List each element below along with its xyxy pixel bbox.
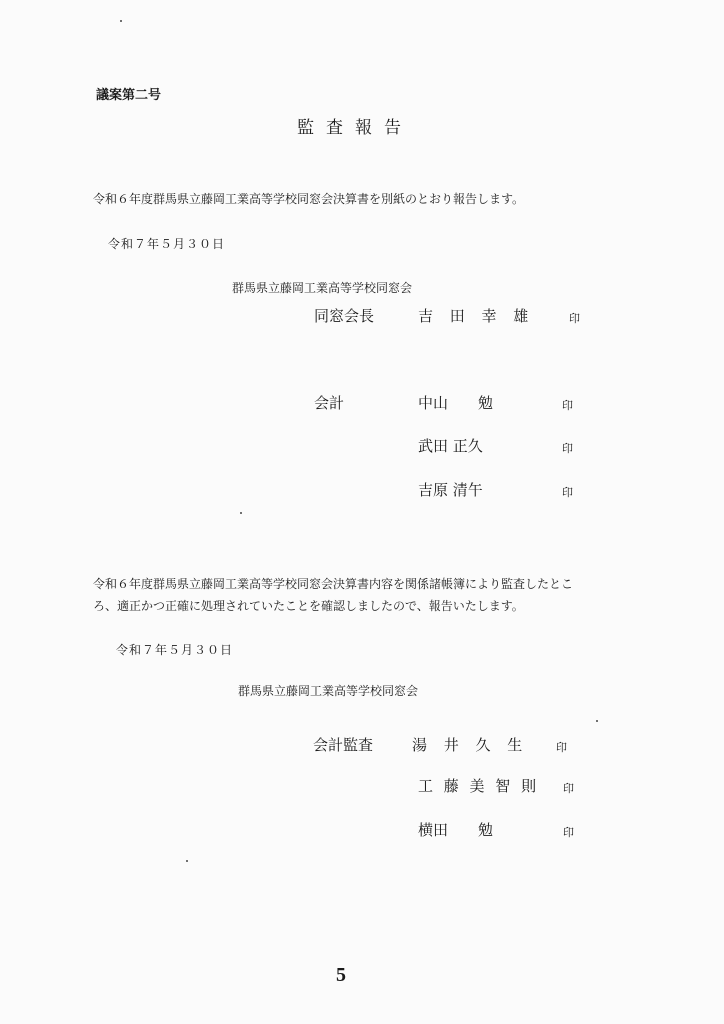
accounting-role: 会計	[314, 394, 345, 412]
page-title: 監査報告	[297, 118, 413, 138]
president-seal: 印	[569, 312, 580, 325]
report-organization: 群馬県立藤岡工業高等学校同窓会	[232, 281, 413, 295]
report-date: 令和７年５月３０日	[108, 237, 226, 251]
auditor-role: 会計監査	[313, 736, 374, 754]
audit-organization: 群馬県立藤岡工業高等学校同窓会	[238, 684, 419, 698]
scan-speck	[596, 720, 598, 722]
auditor-name: 横田 勉	[418, 821, 494, 839]
audit-statement-line: 令和６年度群馬県立藤岡工業高等学校同窓会決算書内容を関係諸帳簿により監査したとこ	[93, 577, 574, 591]
auditor-name: 工 藤 美 智 則	[418, 777, 540, 795]
president-name: 吉 田 幸 雄	[418, 307, 535, 325]
agenda-number: 議案第二号	[96, 88, 162, 103]
accountant-seal: 印	[562, 486, 573, 499]
audit-statement-line: ろ、適正かつ正確に処理されていたことを確認しましたので、報告いたします。	[93, 599, 524, 613]
auditor-name: 湯 井 久 生	[412, 736, 529, 754]
accountant-seal: 印	[562, 442, 573, 455]
president-role: 同窓会長	[314, 307, 375, 325]
accountant-name: 吉原 清午	[418, 481, 483, 499]
accountant-name: 中山 勉	[418, 394, 494, 412]
auditor-seal: 印	[563, 782, 574, 795]
report-statement: 令和６年度群馬県立藤岡工業高等学校同窓会決算書を別紙のとおり報告します。	[93, 192, 525, 206]
auditor-seal: 印	[563, 826, 574, 839]
auditor-seal: 印	[556, 741, 567, 754]
page-number: 5	[336, 964, 346, 986]
accountant-name: 武田 正久	[418, 437, 483, 455]
scan-speck	[186, 860, 188, 862]
scan-speck	[120, 20, 122, 22]
accountant-seal: 印	[562, 399, 573, 412]
scan-speck	[240, 512, 242, 514]
audit-date: 令和７年５月３０日	[116, 643, 234, 657]
